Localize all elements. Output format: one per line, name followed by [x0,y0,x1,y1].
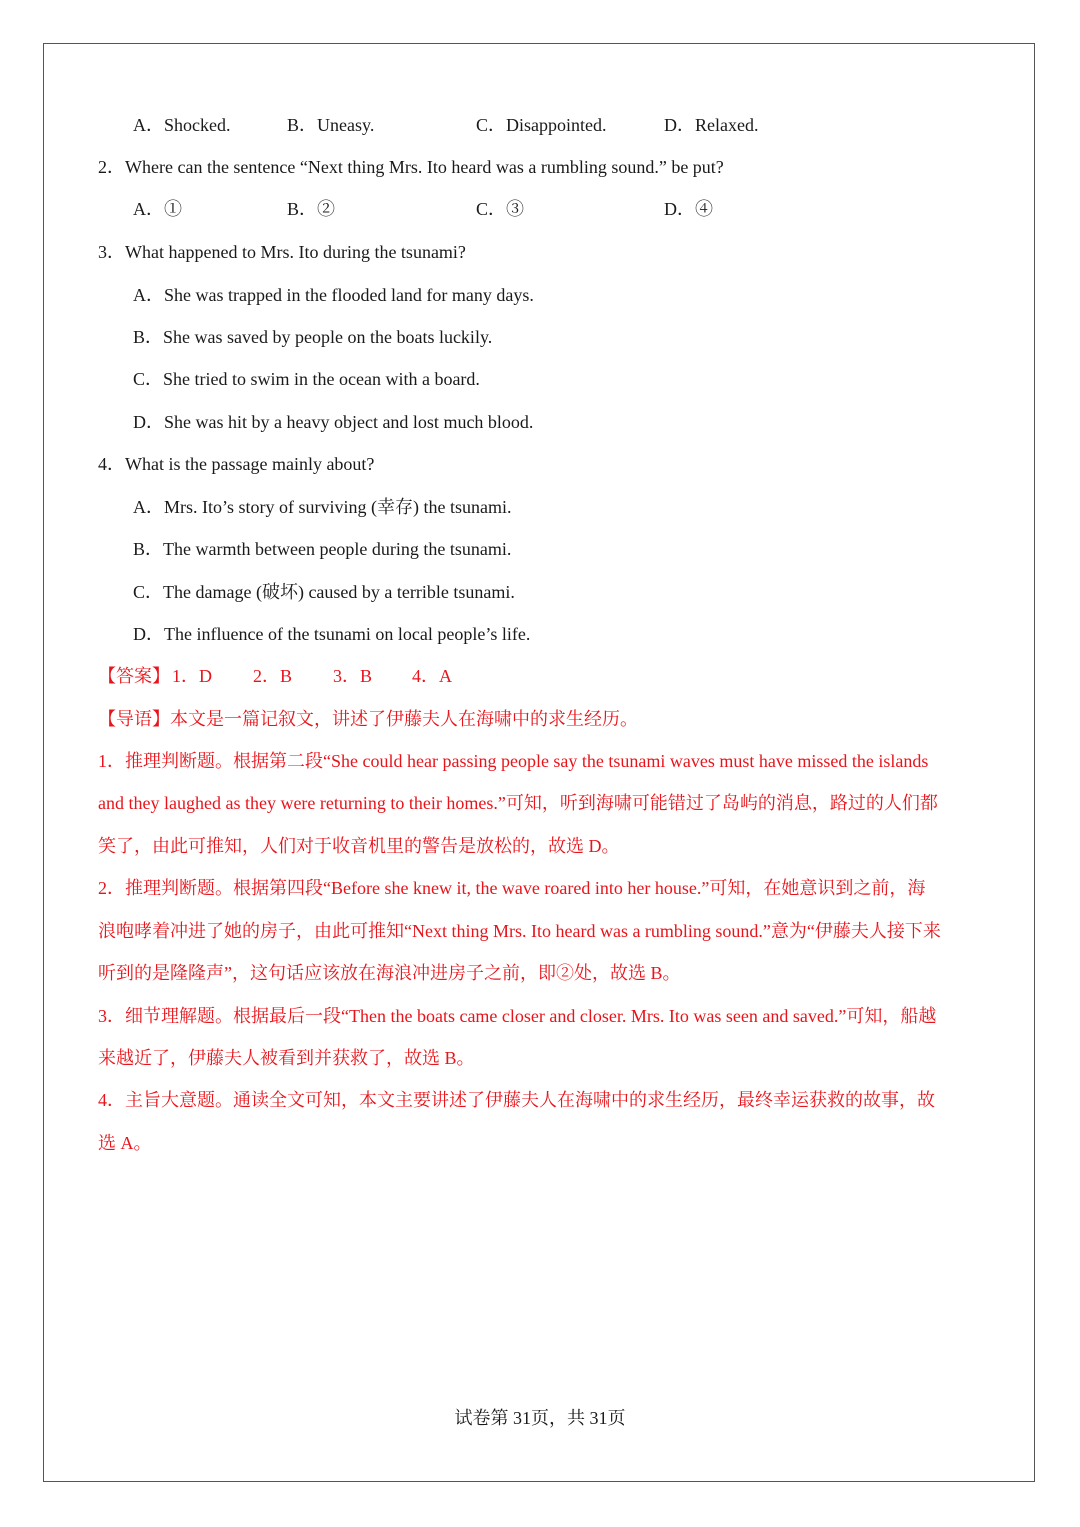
q3-option-d: D．She was hit by a heavy object and lost much blood. [133,412,534,432]
explanation-4-line-1: 4．主旨大意题。通读全文可知，本文主要讲述了伊藤夫人在海啸中的求生经历，最终幸运获救的故事，故 [98,1090,935,1110]
explanation-2-line-2: 浪咆哮着冲进了她的房子，由此可推知“Next thing Mrs. Ito heard was a rumbling sound.”意为“伊藤夫人接下来 [98,921,941,941]
q2-option-d: D．④ [664,199,713,219]
page-footer: 试卷第 31页，共 31页 [454,1408,626,1428]
answer-label: 【答案】 [98,666,170,686]
q4-option-a: A．Mrs. Ito’s story of surviving (幸存) the tsunami. [133,497,512,517]
explanation-3-line-1: 3．细节理解题。根据最后一段“Then the boats came closer and closer. Mrs. Ito was seen and saved.”可知，船越 [98,1006,937,1026]
q4-option-b: B．The warmth between people during the tsunami. [133,539,512,559]
q3-option-b: B．She was saved by people on the boats luckily. [133,327,493,347]
answer-item: 1．D [172,666,212,686]
q3-option-c: C．She tried to swim in the ocean with a board. [133,369,480,389]
explanation-2-line-3: 听到的是隆隆声”，这句话应该放在海浪冲进房子之前，即②处，故选 B。 [98,963,681,983]
explanation-3-line-2: 来越近了，伊藤夫人被看到并获救了，故选 B。 [98,1048,475,1068]
explanation-2-line-1: 2．推理判断题。根据第四段“Before she knew it, the wave roared into her house.”可知，在她意识到之前，海 [98,878,926,898]
q1-option-c: C．Disappointed. [476,115,607,135]
explanation-1-line-2: and they laughed as they were returning to their homes.”可知，听到海啸可能错过了岛屿的消息，路过的人们都 [98,793,938,813]
q3-stem: 3．What happened to Mrs. Ito during the tsunami? [98,242,466,262]
answer-item: 3．B [333,666,373,686]
q1-option-d: D．Relaxed. [664,115,759,135]
q1-option-b: B．Uneasy. [287,115,375,135]
q2-option-a: A．① [133,199,182,219]
q2-stem: 2．Where can the sentence “Next thing Mrs. Ito heard was a rumbling sound.” be put? [98,157,724,177]
q4-option-d: D．The influence of the tsunami on local people’s life. [133,624,531,644]
explanation-4-line-2: 选 A。 [98,1133,152,1153]
explanation-1-line-1: 1．推理判断题。根据第二段“She could hear passing people say the tsunami waves must have missed the islands [98,751,929,771]
explanation-1-line-3: 笑了，由此可推知，人们对于收音机里的警告是放松的，故选 D。 [98,836,620,856]
answer-item: 4．A [412,666,452,686]
q2-option-c: C．③ [476,199,525,219]
q1-option-a: A．Shocked. [133,115,231,135]
q4-option-c: C．The damage (破坏) caused by a terrible tsunami. [133,582,515,602]
guide-text: 【导语】本文是一篇记叙文，讲述了伊藤夫人在海啸中的求生经历。 [98,709,638,729]
q3-option-a: A．She was trapped in the flooded land for many days. [133,285,534,305]
answer-item: 2．B [253,666,293,686]
q2-option-b: B．② [287,199,336,219]
q4-stem: 4．What is the passage mainly about? [98,454,375,474]
